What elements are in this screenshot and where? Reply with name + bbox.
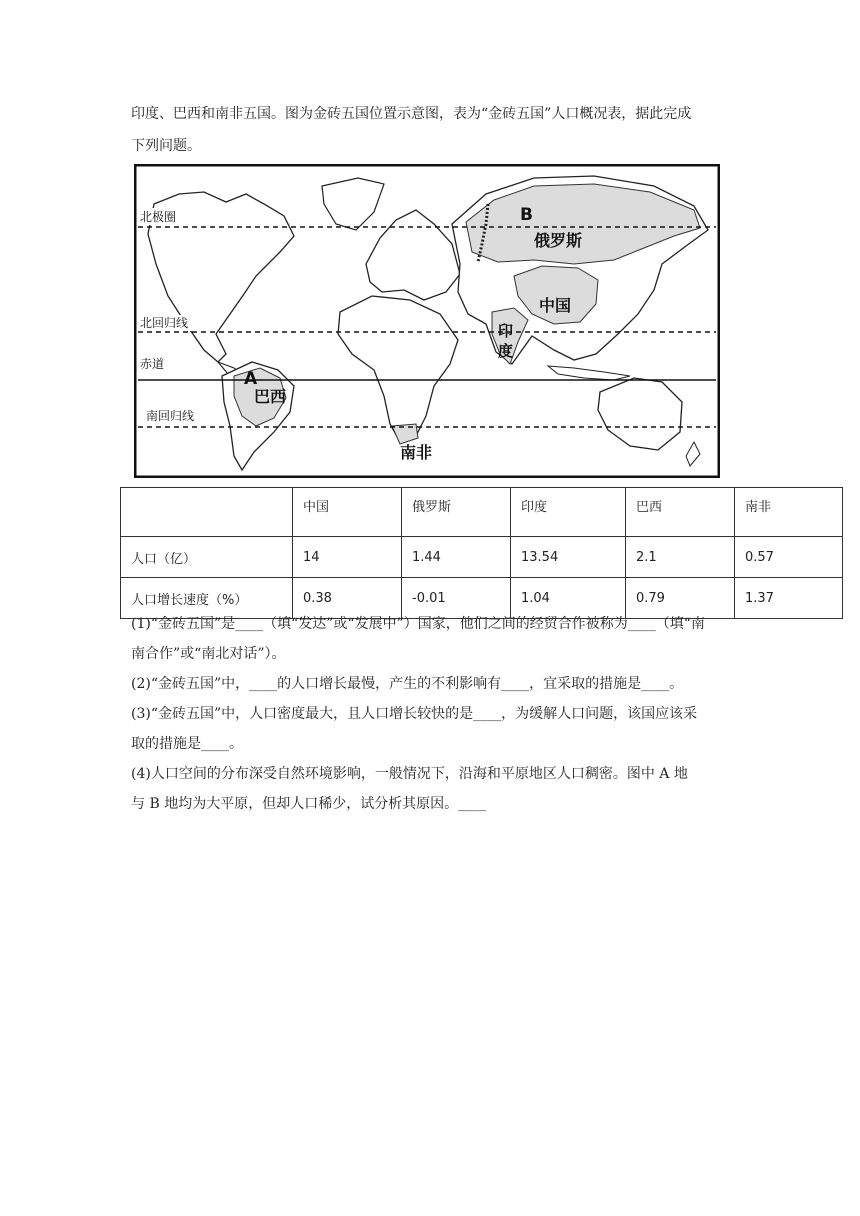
table-cell: 人口增长速度（%） (121, 578, 293, 619)
india-label-2: 度 (498, 342, 514, 360)
russia-label: 俄罗斯 (534, 231, 583, 250)
table-header-cell: 俄罗斯 (402, 488, 511, 537)
question-4-line-2: 与 B 地均为大平原，但却人口稀少，试分析其原因。____ (131, 796, 487, 812)
tropic-of-capricorn-label: 南回归线 (146, 409, 195, 423)
south-africa-label: 南非 (400, 443, 433, 462)
china-label: 中国 (539, 296, 572, 315)
table-header-cell: 印度 (511, 488, 626, 537)
question-1-line-2: 南合作”或“南北对话”）。 (131, 646, 286, 662)
table-cell: 2.1 (626, 537, 735, 578)
intro-text (131, 98, 741, 162)
table-header-cell: 南非 (735, 488, 843, 537)
brazil-label: 巴西 (254, 387, 287, 406)
table-header-cell: 中国 (293, 488, 402, 537)
questions-block (131, 609, 743, 819)
equator-label: 赤道 (140, 357, 165, 371)
table-cell: -0.01 (402, 578, 511, 619)
table-cell: 0.38 (293, 578, 402, 619)
point-b-label: B (520, 205, 533, 225)
table-cell: 1.44 (402, 537, 511, 578)
table-header-cell: 巴西 (626, 488, 735, 537)
question-2: (2)“金砖五国”中，____的人口增长最慢，产生的不利影响有____，宜采取的措施是____。 (131, 676, 684, 692)
table-cell: 1.37 (735, 578, 843, 619)
intro-line-1: 印度、巴西和南非五国。图为金砖五国位置示意图，表为“金砖五国”人口概况表，据此完成 (131, 106, 692, 122)
table-header-cell (121, 488, 293, 537)
question-3-line-2: 取的措施是____。 (131, 736, 243, 752)
arctic-circle-label: 北极圈 (140, 210, 177, 224)
question-4-line-1: (4)人口空间的分布深受自然环境影响，一般情况下，沿海和平原地区人口稠密。图中 A 地 (131, 766, 688, 782)
table-cell: 0.57 (735, 537, 843, 578)
population-table (120, 487, 843, 619)
question-3-line-1: (3)“金砖五国”中，人口密度最大，且人口增长较快的是____，为缓解人口问题，该国应该采 (131, 706, 698, 722)
world-map-figure (134, 164, 720, 478)
table-row (121, 537, 843, 578)
table-header-row (121, 488, 843, 537)
table-cell: 0.79 (626, 578, 735, 619)
intro-line-2: 下列问题。 (131, 138, 201, 154)
table-cell: 13.54 (511, 537, 626, 578)
question-1-line-1: (1)“金砖五国”是____（填“发达”或“发展中”）国家，他们之间的经贸合作被称为____（填“南 (131, 616, 705, 632)
tropic-of-cancer-label: 北回归线 (140, 316, 189, 330)
world-map-svg (134, 164, 720, 478)
india-label-1: 印 (498, 322, 514, 340)
table-cell: 人口（亿） (121, 537, 293, 578)
table-cell: 14 (293, 537, 402, 578)
point-a-label: A (244, 369, 258, 389)
table-cell: 1.04 (511, 578, 626, 619)
